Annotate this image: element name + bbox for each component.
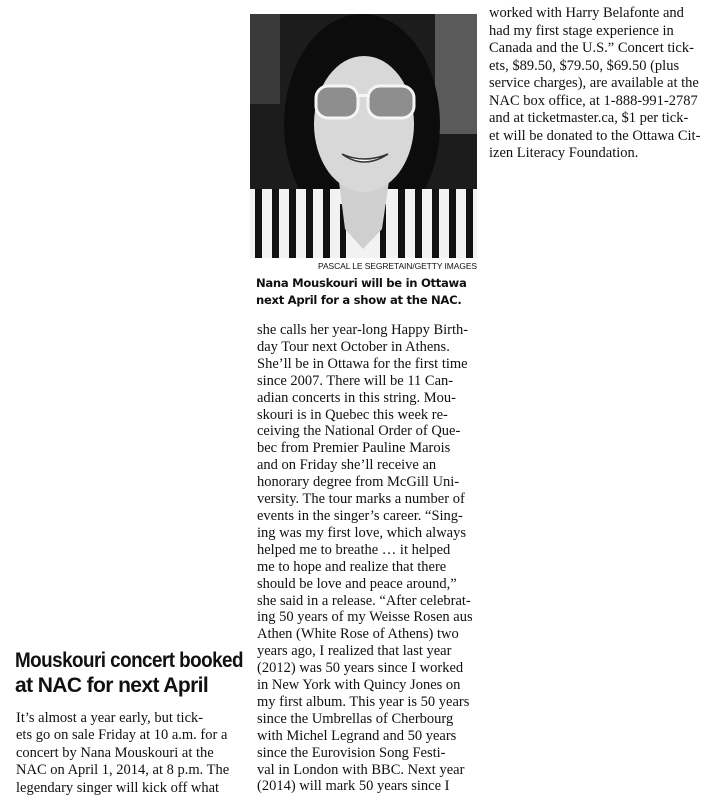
text-line-text: since the Eurovision Song Festi-	[257, 744, 446, 761]
text-line	[257, 390, 477, 407]
text-line	[257, 677, 477, 694]
text-line-text: ceiving the National Order of Que-	[257, 423, 461, 440]
photo-nana-mouskouri	[250, 14, 477, 258]
text-line-text: versity. The tour marks a number of	[257, 491, 465, 508]
photo-caption	[256, 275, 478, 309]
text-line	[257, 457, 477, 474]
text-line	[16, 762, 242, 779]
text-line	[489, 128, 715, 146]
text-line-text: ets, $89.50, $79.50, $69.50 (plus	[489, 57, 680, 74]
text-line-text: ets go on sale Friday at 10 a.m. for a	[16, 727, 228, 744]
text-line	[16, 780, 242, 797]
text-line-text: NAC box office, at 1-888-991-2787	[489, 92, 698, 109]
article-headline	[15, 648, 243, 698]
text-line	[257, 559, 477, 576]
text-line	[257, 728, 477, 745]
caption-line-text: Nana Mouskouri will be in Ottawa	[256, 276, 467, 290]
text-line	[257, 643, 477, 660]
text-line-text: worked with Harry Belafonte and	[489, 5, 684, 21]
text-line-text: Athen (White Rose of Athens) two	[257, 626, 459, 643]
text-line	[489, 40, 715, 58]
text-line	[257, 407, 477, 424]
text-line	[257, 491, 477, 508]
headline-line	[15, 673, 243, 698]
text-line-text: ing 50 years of my Weisse Rosen aus	[257, 609, 473, 626]
text-line	[489, 75, 715, 93]
text-line-text: since 2007. There will be 11 Can-	[257, 372, 454, 389]
portrait-image	[250, 14, 477, 258]
text-line-text: NAC on April 1, 2014, at 8 p.m. The	[16, 762, 230, 779]
text-line	[16, 727, 242, 744]
text-line	[257, 373, 477, 390]
text-line	[257, 778, 477, 795]
text-line	[257, 626, 477, 643]
text-line	[257, 423, 477, 440]
headline-line-text: Mouskouri concert booked	[15, 649, 243, 672]
text-line-text: since the Umbrellas of Cherbourg	[257, 710, 454, 727]
text-line	[16, 745, 242, 762]
text-line	[257, 440, 477, 457]
caption-line	[256, 292, 478, 309]
text-line-text: (2012) was 50 years since I worked	[257, 660, 464, 677]
article-column-right	[489, 5, 715, 163]
text-line	[489, 5, 715, 23]
caption-line	[256, 275, 478, 292]
article-column-middle	[257, 322, 477, 795]
headline-line	[15, 648, 243, 673]
text-line-text: val in London with BBC. Next year	[257, 761, 465, 778]
text-line	[257, 508, 477, 525]
text-line	[257, 474, 477, 491]
text-line-text: (2014) will mark 50 years since I	[257, 778, 450, 795]
text-line	[257, 694, 477, 711]
text-line	[489, 23, 715, 41]
text-line-text: ing was my first love, which always	[257, 524, 467, 541]
text-line-text: honorary degree from McGill Uni-	[257, 474, 460, 491]
text-line-text: events in the singer’s career. “Sing-	[257, 507, 463, 524]
text-line-text: adian concerts in this string. Mou-	[257, 389, 456, 406]
text-line	[257, 762, 477, 779]
text-line	[257, 711, 477, 728]
text-line-text: She’ll be in Ottawa for the first time	[257, 355, 468, 372]
text-line	[257, 356, 477, 373]
text-line-text: in New York with Quincy Jones on	[257, 677, 461, 694]
text-line	[489, 110, 715, 128]
text-line	[257, 322, 477, 339]
text-line	[257, 576, 477, 593]
text-line-text: me to hope and realize that there	[257, 558, 447, 575]
text-line	[16, 710, 242, 727]
photo-credit: PASCAL LE SEGRETAIN/GETTY IMAGES	[318, 261, 477, 271]
text-line-text: day Tour next October in Athens.	[257, 338, 450, 355]
text-line	[257, 525, 477, 542]
text-line-text: with Michel Legrand and 50 years	[257, 727, 457, 744]
text-line-text: years ago, I realized that last year	[257, 643, 452, 660]
text-line	[489, 93, 715, 111]
text-line	[489, 145, 715, 163]
text-line-text: concert by Nana Mouskouri at the	[16, 744, 214, 761]
text-line-text: service charges), are available at the	[489, 75, 699, 91]
text-line	[489, 58, 715, 76]
text-line-text: had my first stage experience in	[489, 22, 674, 39]
text-line	[257, 593, 477, 610]
article-column-left	[16, 710, 242, 797]
text-line	[257, 542, 477, 559]
text-line	[257, 339, 477, 356]
text-line-text: legendary singer will kick off what	[16, 779, 220, 796]
text-line-text: skouri is in Quebec this week re-	[257, 406, 448, 423]
text-line-text: she said in a release. “After celebrat-	[257, 592, 471, 609]
text-line-text: izen Literacy Foundation.	[489, 145, 639, 161]
headline-line-text: at NAC for next April	[15, 674, 209, 697]
text-line-text: Canada and the U.S.” Concert tick-	[489, 40, 694, 56]
text-line	[257, 660, 477, 677]
text-line-text: my first album. This year is 50 years	[257, 693, 470, 710]
text-line	[257, 745, 477, 762]
text-line-text: bec from Premier Pauline Marois	[257, 440, 451, 457]
text-line-text: and on Friday she’ll receive an	[257, 457, 437, 474]
text-line-text: and at ticketmaster.ca, $1 per tick-	[489, 110, 689, 126]
text-line-text: helped me to breathe … it helped	[257, 541, 451, 558]
text-line-text: et will be donated to the Ottawa Cit-	[489, 127, 701, 144]
text-line-text: It’s almost a year early, but tick-	[16, 710, 204, 726]
text-line-text: should be love and peace around,”	[257, 575, 457, 592]
text-line-text: she calls her year-long Happy Birth-	[257, 322, 469, 338]
text-line	[257, 609, 477, 626]
caption-line-text: next April for a show at the NAC.	[256, 293, 462, 307]
